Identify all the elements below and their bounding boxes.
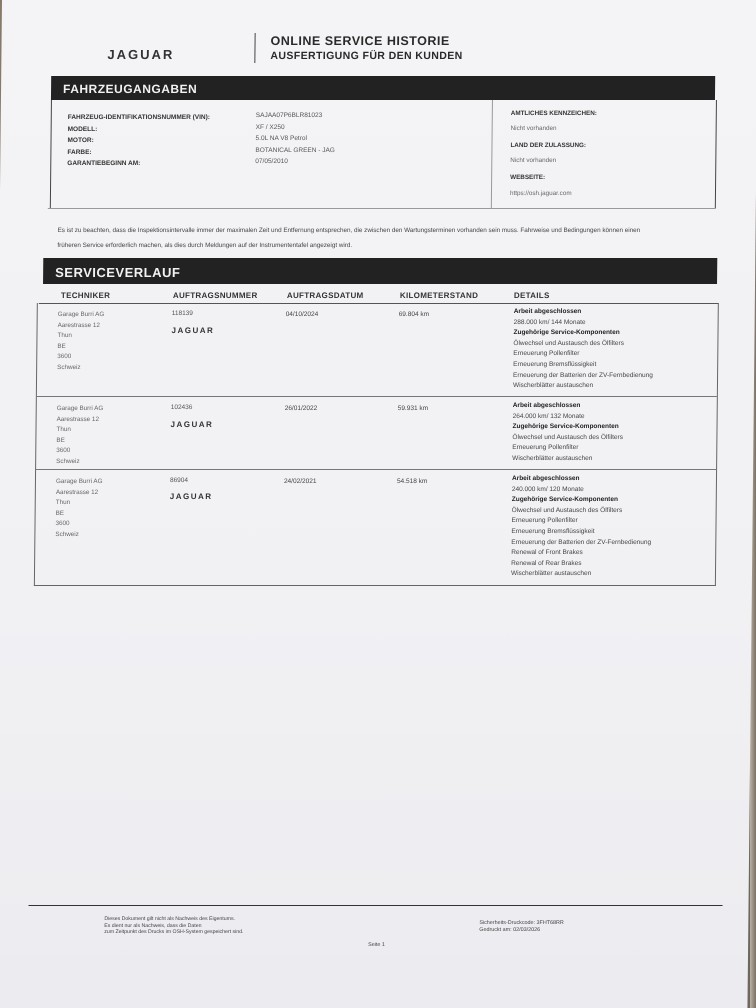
- canton: BE: [57, 342, 66, 350]
- country-value: Nicht vorhanden: [510, 157, 557, 164]
- component-item: Renewal of Rear Brakes: [511, 559, 582, 567]
- component-item: Erneuerung der Batterien der ZV-Fernbedienung: [513, 371, 653, 379]
- footer-disclaimer: [104, 916, 243, 936]
- component-item: Wischerblätter austauschen: [510, 570, 592, 578]
- service-details: [513, 307, 654, 392]
- component-item: Renewal of Front Brakes: [511, 549, 583, 557]
- component-item: Ölwechsel und Austausch des Ölfilters: [513, 339, 625, 347]
- jaguar-logo: JAGUAR: [169, 492, 213, 501]
- service-table-header: [39, 285, 719, 304]
- postcode: 3600: [55, 520, 70, 527]
- garage-name: Garage Burri AG: [55, 478, 103, 485]
- color-value: BOTANICAL GREEN - JAG: [255, 146, 335, 154]
- col-order-date: AUFTRAGSDATUM: [286, 291, 364, 300]
- engine-label: MOTOR:: [67, 137, 94, 144]
- security-code: Sicherheits-Druckcode: 3FHT68RR: [479, 920, 564, 926]
- interval: 288.000 km/ 144 Monate: [513, 318, 586, 326]
- document-subtitle: AUSFERTIGUNG FÜR DEN KUNDEN: [270, 50, 463, 62]
- component-item: Erneuerung Bremsflüssigkeit: [511, 527, 595, 535]
- vin-value: SAJAA07P6BLR81023: [255, 112, 323, 119]
- col-details: DETAILS: [513, 291, 550, 300]
- inspection-notice: [57, 223, 707, 253]
- row-divider: [37, 396, 717, 397]
- header-divider: [254, 33, 255, 63]
- engine-value: 5.0L NA V8 Petrol: [255, 135, 308, 142]
- disclaimer-line: Dieses Dokument gilt nicht als Nachweis des Eigentums.: [104, 916, 236, 922]
- technician-address: [55, 477, 102, 540]
- canton: BE: [55, 509, 65, 517]
- warranty-label: GARANTIEBEGINN AM:: [67, 160, 141, 167]
- service-table: [34, 303, 719, 586]
- component-item: Wischerblätter austauschen: [512, 454, 593, 462]
- notice-box: [47, 208, 716, 257]
- status: Arbeit abgeschlossen: [511, 475, 580, 482]
- component-item: Erneuerung der Batterien der ZV-Fernbedienung: [511, 538, 652, 546]
- country: Schweiz: [57, 363, 81, 371]
- jaguar-logo: JAGUAR: [170, 420, 214, 429]
- color-label: FARBE:: [67, 148, 92, 156]
- component-item: Ölwechsel und Austausch des Ölfilters: [512, 433, 624, 441]
- status: Arbeit abgeschlossen: [513, 308, 582, 315]
- service-section-header: SERVICEVERLAUF: [43, 258, 717, 284]
- vin-label: FAHRZEUG-IDENTIFIKATIONSNUMMER (VIN):: [67, 114, 210, 121]
- row-divider: [36, 469, 716, 470]
- print-date: Gedruckt am: 02/03/2026: [479, 927, 541, 933]
- plate-label: AMTLICHES KENNZEICHEN:: [510, 110, 597, 117]
- col-mileage: KILOMETERSTAND: [399, 291, 479, 300]
- components-title: Zugehörige Service-Komponenten: [511, 496, 618, 504]
- disclaimer-line: zum Zeitpunkt des Drucks im OSH-System gespeichert sind.: [104, 929, 244, 936]
- city: Thun: [56, 426, 71, 433]
- country: Schweiz: [56, 457, 80, 465]
- component-item: Erneuerung Bremsflüssigkeit: [513, 360, 597, 368]
- footer-divider: [29, 905, 723, 906]
- model-label: MODELL:: [67, 125, 98, 133]
- city: Thun: [55, 499, 71, 506]
- component-item: Erneuerung Pollenfilter: [513, 350, 580, 358]
- notice-line-1: Es ist zu beachten, dass die Inspektionsintervalle immer der maximalen Zeit und Entfernung entsprechen, die zwischen den Wartungsterminen vorhanden sein muss. Fahrweise und Bedingungen können einen: [57, 227, 641, 234]
- vehicle-details: [50, 100, 717, 208]
- service-details: [512, 401, 623, 465]
- mileage: 69.804 km: [398, 311, 430, 318]
- website-value[interactable]: https://osh.jaguar.com: [509, 190, 572, 197]
- street: Aarestrasse 12: [56, 415, 100, 423]
- col-order-number: AUFTRAGSNUMMER: [172, 291, 258, 300]
- mileage: 54.518 km: [396, 478, 428, 485]
- disclaimer-line: Es dient nur als Nachweis, dass die Daten: [104, 922, 202, 929]
- components-title: Zugehörige Service-Komponenten: [512, 423, 619, 431]
- document-title: ONLINE SERVICE HISTORIE: [270, 34, 450, 48]
- mileage: 59.931 km: [397, 405, 429, 412]
- component-item: Erneuerung Pollenfilter: [511, 517, 578, 525]
- city: Thun: [57, 332, 72, 339]
- garage-name: Garage Burri AG: [56, 405, 104, 412]
- vehicle-labels: [67, 112, 210, 170]
- street: Aarestrasse 12: [55, 488, 99, 496]
- service-details: [511, 474, 652, 580]
- website-label: WEBSEITE:: [510, 174, 546, 181]
- postcode: 3600: [56, 447, 71, 454]
- interval: 264.000 km/ 132 Monate: [512, 412, 585, 420]
- street: Aarestrasse 12: [57, 321, 100, 329]
- plate-value: Nicht vorhanden: [510, 125, 557, 132]
- country-label: LAND DER ZULASSUNG:: [510, 142, 587, 149]
- order-number: 102436: [170, 404, 193, 411]
- vehicle-section-header: FAHRZEUGANGABEN: [51, 76, 715, 100]
- technician-address: [56, 404, 103, 467]
- jaguar-logo: JAGUAR: [107, 47, 175, 62]
- jaguar-logo: JAGUAR: [171, 326, 215, 335]
- order-date: 04/10/2024: [285, 311, 319, 318]
- canton: BE: [56, 436, 65, 444]
- document-header: [51, 20, 716, 76]
- col-technician: TECHNIKER: [60, 291, 111, 300]
- component-item: Wischerblätter austauschen: [512, 382, 594, 390]
- components-title: Zugehörige Service-Komponenten: [513, 329, 620, 337]
- notice-line-2: früheren Service erforderlich machen, als dies durch Meldungen auf der Instrumententafel angezeigt wird.: [57, 242, 353, 249]
- vehicle-column-divider: [491, 100, 493, 208]
- component-item: Erneuerung Pollenfilter: [512, 444, 579, 452]
- warranty-value: 07/05/2010: [255, 158, 288, 165]
- page-number: Seite 1: [368, 942, 385, 948]
- garage-name: Garage Burri AG: [57, 311, 105, 318]
- country: Schweiz: [55, 530, 79, 538]
- model-value: XF / X250: [255, 123, 285, 131]
- order-number: 118139: [171, 310, 193, 317]
- interval: 240.000 km/ 120 Monate: [511, 485, 584, 493]
- postcode: 3600: [57, 353, 72, 360]
- status: Arbeit abgeschlossen: [512, 402, 581, 409]
- vehicle-values: [255, 110, 335, 168]
- order-date: 26/01/2022: [284, 405, 318, 412]
- order-date: 24/02/2021: [283, 478, 317, 485]
- technician-address: [57, 310, 104, 373]
- order-number: 86904: [169, 477, 189, 484]
- component-item: Ölwechsel und Austausch des Ölfilters: [511, 506, 623, 514]
- footer-print-info: [479, 920, 564, 934]
